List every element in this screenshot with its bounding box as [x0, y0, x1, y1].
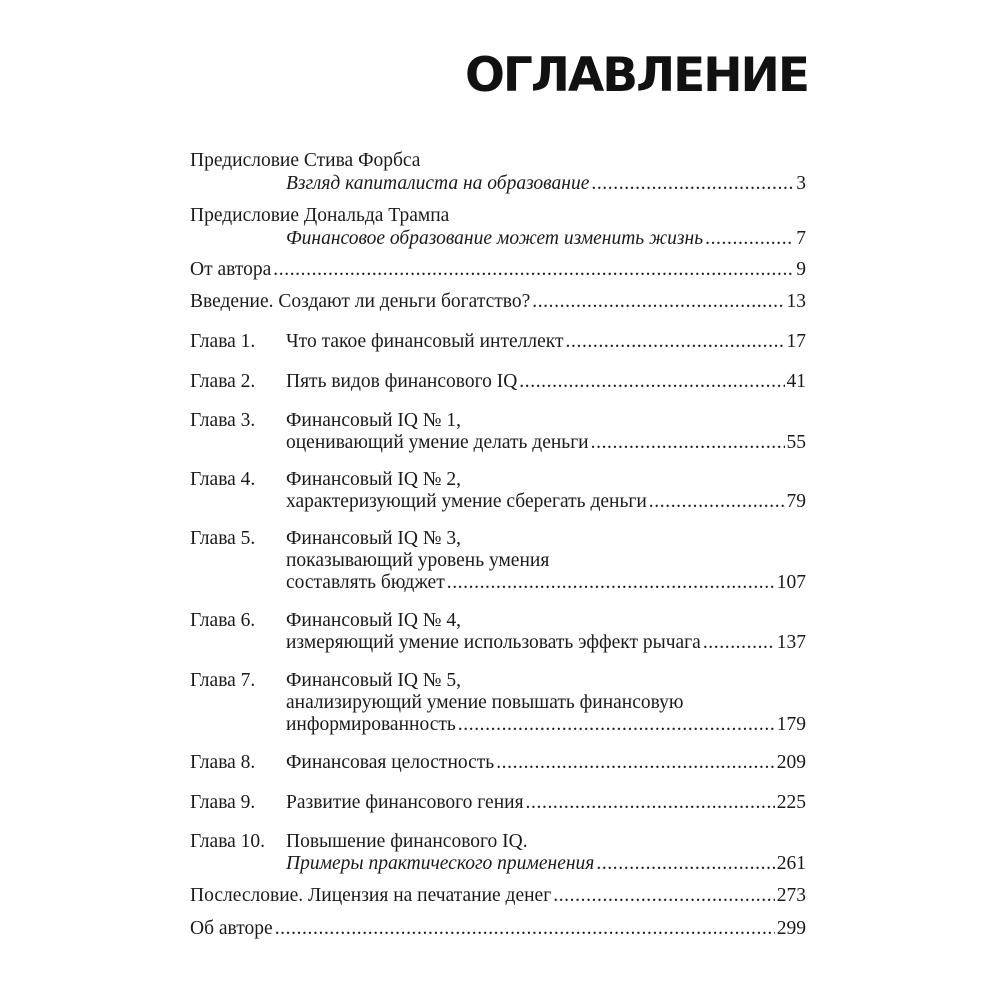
chapter-title-line: анализирующий умение повышать финансовую	[286, 692, 684, 713]
chapter-label: Глава 3.	[190, 410, 256, 431]
entry-heading: Предисловие Стива Форбса	[190, 150, 421, 171]
page-number: 261	[776, 853, 806, 874]
toc-chapter-2	[190, 371, 806, 393]
chapter-title: Финансовая целостность	[286, 752, 495, 773]
toc-chapter-3	[190, 410, 806, 454]
leader-dots	[705, 228, 794, 250]
toc-chapter-8	[190, 752, 806, 774]
entry-heading: Послесловие. Лицензия на печатание денег	[190, 885, 552, 906]
leader-dots	[591, 432, 785, 454]
page-number: 273	[776, 885, 806, 906]
page-number: 107	[776, 572, 806, 593]
leader-dots	[553, 885, 775, 907]
toc-entry-afterword	[190, 885, 806, 907]
leader-dots	[703, 632, 775, 654]
page-title: ОГЛАВЛЕНИЕ	[464, 48, 808, 103]
chapter-label: Глава 4.	[190, 469, 256, 490]
page-number: 225	[776, 792, 806, 813]
chapter-title: Финансовый IQ № 4,	[286, 610, 461, 631]
toc-chapter-6	[190, 610, 806, 654]
toc-entry-foreword-trump	[190, 205, 806, 250]
leader-dots	[649, 491, 785, 513]
entry-heading: Предисловие Дональда Трампа	[190, 205, 450, 226]
toc-chapter-10	[190, 831, 806, 875]
chapter-subtitle: Примеры практического применения	[286, 853, 595, 874]
chapter-label: Глава 5.	[190, 528, 256, 549]
page-number: 79	[786, 491, 806, 512]
page-number: 179	[776, 714, 806, 735]
chapter-title: Финансовый IQ № 3,	[286, 528, 461, 549]
leader-dots	[526, 792, 775, 814]
toc-chapter-7	[190, 670, 806, 736]
chapter-title: Пять видов финансового IQ	[286, 371, 518, 392]
leader-dots	[447, 572, 775, 594]
entry-subtitle: Взгляд капиталиста на образование	[286, 173, 590, 194]
leader-dots	[566, 331, 785, 353]
toc-chapter-9	[190, 792, 806, 814]
toc-chapter-4	[190, 469, 806, 513]
chapter-title: Что такое финансовый интеллект	[286, 331, 564, 352]
leader-dots	[273, 259, 794, 281]
page-number: 17	[786, 331, 806, 352]
chapter-title: Повышение финансового IQ.	[286, 831, 528, 852]
toc-entry-introduction	[190, 291, 806, 313]
entry-subtitle: Финансовое образование может изменить жизнь	[286, 228, 704, 249]
chapter-title-line: оценивающий умение делать деньги	[286, 432, 589, 453]
chapter-label: Глава 1.	[190, 331, 256, 352]
entry-heading: Введение. Создают ли деньги богатство?	[190, 291, 531, 312]
chapter-title: Финансовый IQ № 2,	[286, 469, 461, 490]
chapter-title-line: показывающий уровень умения	[286, 550, 550, 571]
chapter-label: Глава 9.	[190, 792, 256, 813]
entry-heading: Об авторе	[190, 918, 273, 939]
leader-dots	[496, 752, 775, 774]
leader-dots	[458, 714, 775, 736]
chapter-title-line: составлять бюджет	[286, 572, 445, 593]
leader-dots	[519, 371, 784, 393]
page-number: 7	[796, 228, 806, 249]
chapter-title-line: характеризующий умение сберегать деньги	[286, 491, 647, 512]
leader-dots	[532, 291, 784, 313]
toc-chapter-1	[190, 331, 806, 353]
chapter-title: Финансовый IQ № 5,	[286, 670, 461, 691]
chapter-title: Финансовый IQ № 1,	[286, 410, 461, 431]
page-number: 3	[796, 173, 806, 194]
page-number: 299	[776, 918, 806, 939]
entry-heading: От автора	[190, 259, 272, 280]
page-number: 209	[776, 752, 806, 773]
page-number: 137	[776, 632, 806, 653]
chapter-title-line: измеряющий умение использовать эффект рычага	[286, 632, 701, 653]
toc-entry-about-author	[190, 918, 806, 940]
leader-dots	[596, 853, 774, 875]
page-number: 13	[786, 291, 806, 312]
chapter-label: Глава 10.	[190, 831, 266, 852]
page-number: 55	[786, 432, 806, 453]
toc-entry-foreword-forbes	[190, 150, 806, 195]
chapter-title: Развитие финансового гения	[286, 792, 524, 813]
toc-entry-from-author	[190, 259, 806, 281]
page-number: 9	[796, 259, 806, 280]
chapter-label: Глава 2.	[190, 371, 256, 392]
page-number: 41	[786, 371, 806, 392]
leader-dots	[275, 918, 775, 940]
chapter-label: Глава 8.	[190, 752, 256, 773]
chapter-label: Глава 6.	[190, 610, 256, 631]
toc-chapter-5	[190, 528, 806, 594]
chapter-label: Глава 7.	[190, 670, 256, 691]
chapter-title-line: информированность	[286, 714, 456, 735]
leader-dots	[591, 173, 794, 195]
